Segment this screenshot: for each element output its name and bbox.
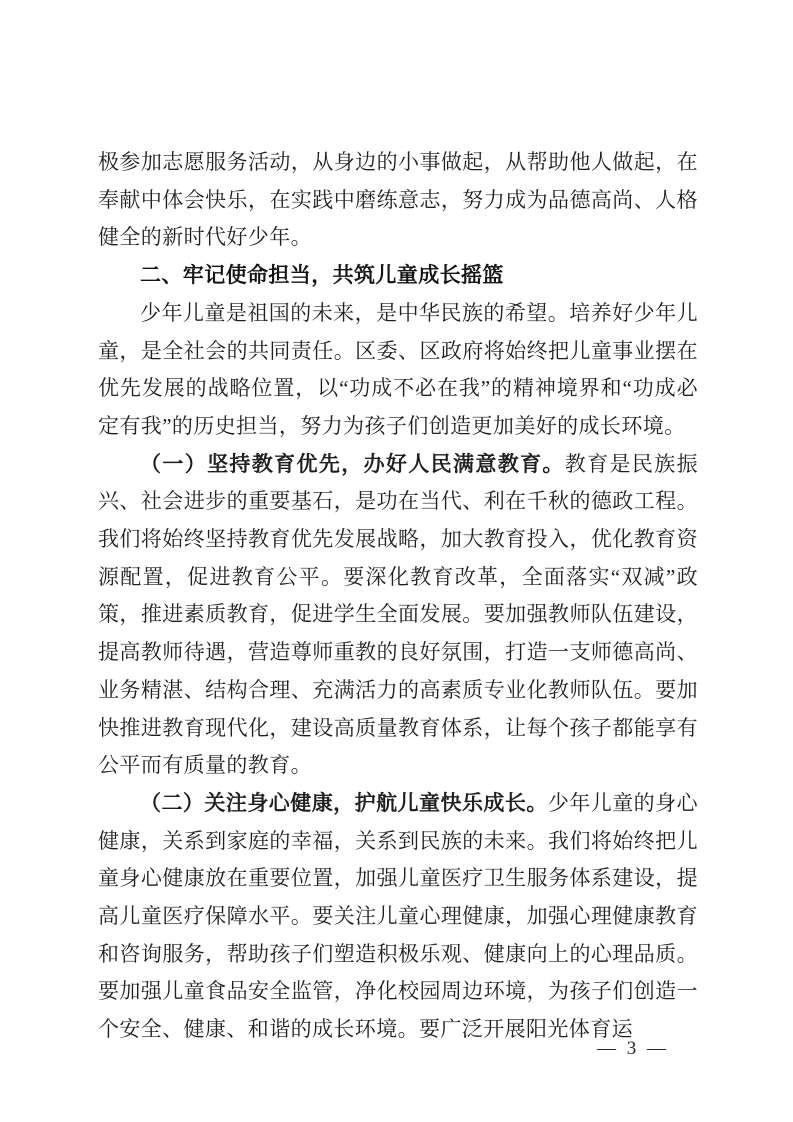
- item-2-body: 少年儿童的身心健康，关系到家庭的幸福，关系到民族的未来。我们将始终把儿童身心健康放在重要位置，加强儿童医疗卫生服务体系建设，提高儿童医疗保障水平。要关注儿童心理健康，加强心理健康教育和咨询服务，帮助孩子们塑造积极乐观、健康向上的心理品质。要加强儿童食品安全监管，净化校园周边环境，为孩子们创造一个安全、健康、和谐的成长环境。要广泛开展阳光体育运: [98, 790, 698, 1042]
- document-body: [98, 144, 698, 1049]
- paragraph-item-1: [98, 446, 698, 785]
- item-1-lead: （一）坚持教育优先，办好人民满意教育。: [140, 451, 565, 476]
- item-2-lead: （二）关注身心健康，护航儿童快乐成长。: [140, 790, 548, 815]
- page-number: — 3 —: [597, 1038, 669, 1059]
- section-heading: 二、牢记使命担当，共筑儿童成长摇篮: [140, 264, 504, 288]
- paragraph-intro: 少年儿童是祖国的未来，是中华民族的希望。培养好少年儿童，是全社会的共同责任。区委、区政府将始终把儿童事业摆在优先发展的战略位置，以“功成不必在我”的精神境界和“功成必定有我”的历史担当，努力为孩子们创造更加美好的成长环境。: [98, 300, 698, 438]
- item-1-body: 教育是民族振兴、社会进步的重要基石，是功在当代、利在千秋的德政工程。我们将始终坚持教育优先发展战略，加大教育投入，优化教育资源配置，促进教育公平。要深化教育改革，全面落实“双减”政策，推进素质教育，促进学生全面发展。要加强教师队伍建设，提高教师待遇，营造尊师重教的良好氛围，打造一支师德高尚、业务精湛、结构合理、充满活力的高素质专业化教师队伍。要加快推进教育现代化，建设高质量教育体系，让每个孩子都能享有公平而有质量的教育。: [98, 451, 698, 778]
- paragraph-continuation: 极参加志愿服务活动，从身边的小事做起，从帮助他人做起，在奉献中体会快乐，在实践中磨练意志，努力成为品德高尚、人格健全的新时代好少年。: [98, 150, 698, 250]
- paragraph-item-2: [98, 785, 698, 1049]
